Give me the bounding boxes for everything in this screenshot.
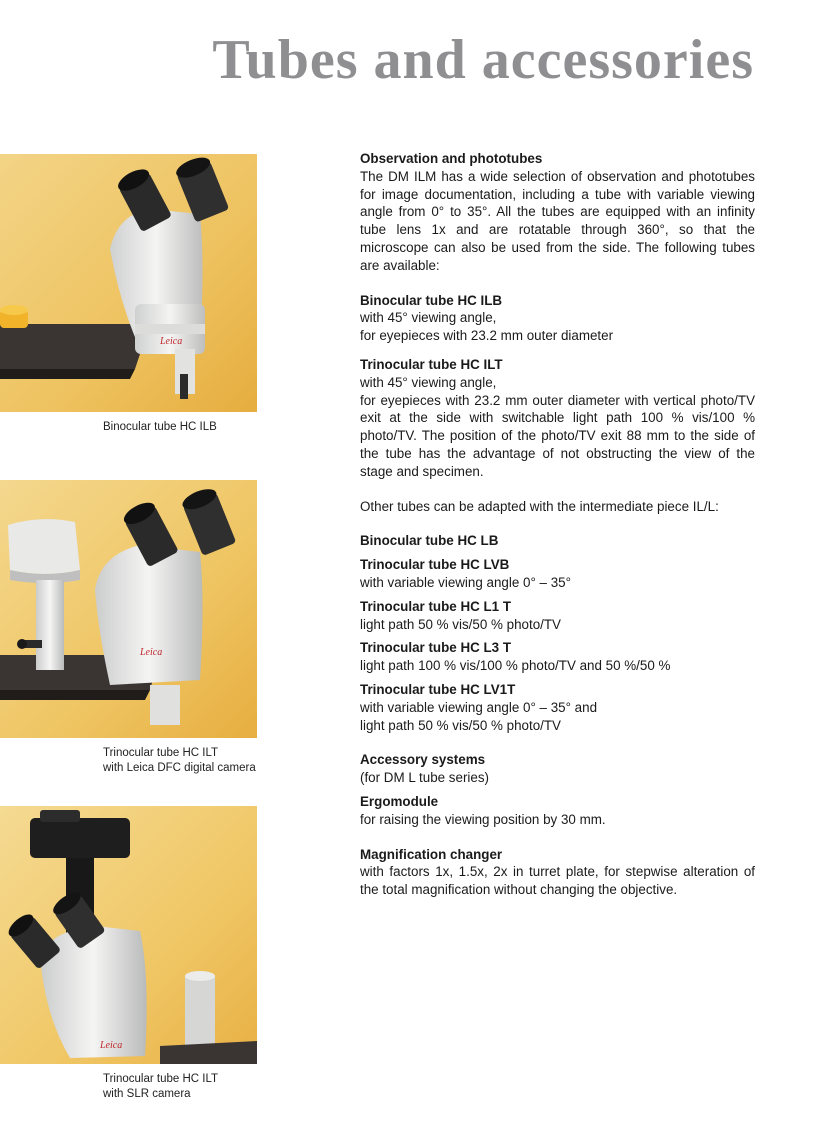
photo-trinocular-tube-slr-camera bbox=[0, 806, 257, 1064]
trinocular-l3t-text: light path 100 % vis/100 % photo/TV and 50 %/50 % bbox=[360, 658, 671, 674]
trinocular-lv1t-line: with variable viewing angle 0° – 35° and bbox=[360, 699, 598, 715]
magnification-text: with factors 1x, 1.5x, 2x in turret plate, for stepwise alteration of the total magnification without changing the objective. bbox=[360, 864, 755, 898]
section-heading-observation-phototubes: Observation and phototubes bbox=[360, 151, 543, 166]
photo-trinocular-tube-dfc-camera bbox=[0, 480, 257, 738]
heading-binocular-tube-hc-ilb: Binocular tube HC ILB bbox=[360, 292, 503, 308]
heading-accessory-systems: Accessory systems bbox=[360, 752, 486, 768]
leica-logo: Leica bbox=[100, 1040, 123, 1051]
photo-caption bbox=[103, 1072, 218, 1102]
accessory-text: (for DM L tube series) bbox=[360, 770, 489, 786]
heading-ergomodule: Ergomodule bbox=[360, 793, 439, 809]
heading-binocular-tube-hc-lb: Binocular tube HC LB bbox=[360, 533, 499, 549]
page-title: Tubes and accessories bbox=[212, 29, 754, 91]
trinocular-l1t-text: light path 50 % vis/50 % photo/TV bbox=[360, 616, 561, 632]
caption-line: Binocular tube HC ILB bbox=[103, 421, 217, 433]
heading-trinocular-tube-hc-l1t: Trinocular tube HC L1 T bbox=[360, 598, 512, 614]
caption-line: Trinocular tube HC ILT bbox=[103, 1073, 219, 1085]
photo-caption bbox=[103, 420, 217, 435]
trinocular-ilt-paragraph: for eyepieces with 23.2 mm outer diameter with vertical photo/TV exit at the side with switchable light path 100 % vis/100 % photo/TV. The position of the photo/TV exit 88 mm to the side of the tube has the advantage of not obstructing the view of the stage and specimen. bbox=[360, 392, 755, 479]
heading-trinocular-tube-hc-lvb: Trinocular tube HC LVB bbox=[360, 557, 510, 573]
caption-line: Trinocular tube HC ILT bbox=[103, 747, 219, 759]
intro-paragraph: The DM ILM has a wide selection of observation and phototubes for image documentation, including a tube with variable viewing angle from 0° to 35°. All the tubes are equipped with an infinity tube lens 1x and are rotatable through 360°, so that the microscope can also be used from the side. The following tubes are available: bbox=[360, 168, 755, 273]
heading-magnification-changer: Magnification changer bbox=[360, 846, 503, 862]
leica-logo: Leica bbox=[160, 336, 183, 347]
photo-caption bbox=[103, 746, 256, 776]
heading-trinocular-tube-hc-lv1t: Trinocular tube HC LV1T bbox=[360, 681, 516, 697]
caption-line: with Leica DFC digital camera bbox=[103, 762, 256, 774]
heading-trinocular-tube-hc-ilt: Trinocular tube HC ILT bbox=[360, 356, 503, 372]
ergomodule-text: for raising the viewing position by 30 mm. bbox=[360, 811, 606, 827]
photo-binocular-tube-hc-ilb bbox=[0, 154, 257, 412]
leica-logo: Leica bbox=[140, 647, 163, 658]
caption-line: with SLR camera bbox=[103, 1088, 191, 1100]
other-tubes-paragraph: Other tubes can be adapted with the intermediate piece IL/L: bbox=[360, 498, 719, 514]
binocular-ilb-line: for eyepieces with 23.2 mm outer diameter bbox=[360, 328, 614, 344]
trinocular-lv1t-line: light path 50 % vis/50 % photo/TV bbox=[360, 717, 561, 733]
trinocular-lvb-text: with variable viewing angle 0° – 35° bbox=[360, 574, 571, 590]
binocular-ilb-line: with 45° viewing angle, bbox=[360, 310, 497, 326]
heading-trinocular-tube-hc-l3t: Trinocular tube HC L3 T bbox=[360, 640, 512, 656]
text-column bbox=[360, 150, 755, 899]
trinocular-ilt-line: with 45° viewing angle, bbox=[360, 374, 497, 390]
